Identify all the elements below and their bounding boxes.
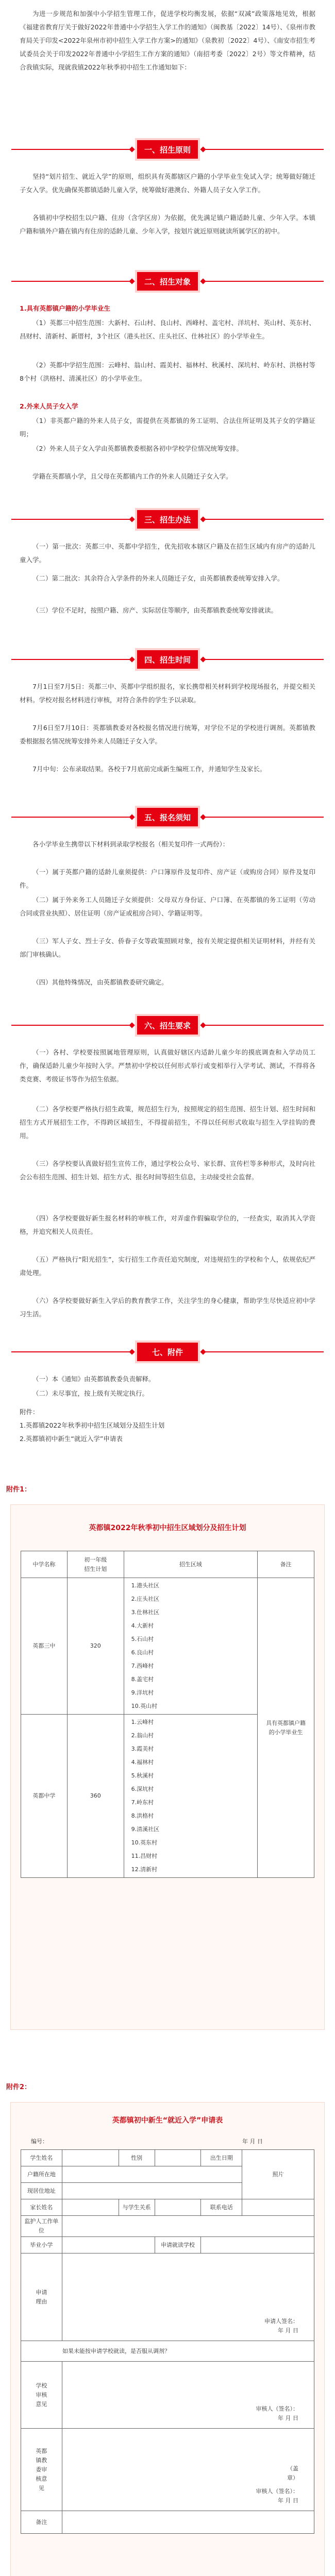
section-title: 三、招生办法 — [144, 515, 191, 524]
zone-item: 5.石山村 — [131, 1636, 154, 1642]
enrollment-plan-table — [21, 1551, 314, 1878]
field-name[interactable] — [62, 2150, 119, 2166]
diamond-ornament-icon — [200, 1022, 206, 1028]
zone-list — [124, 1715, 258, 1878]
target-heading-1: 1.具有英都镇户籍的小学毕业生 — [20, 304, 110, 312]
seal-label: （盖 章） — [287, 2465, 298, 2481]
label-school-review: 学校 审核 意见 — [21, 2362, 62, 2429]
zone-item: 6.深坑村 — [131, 1786, 154, 1792]
field-school-review[interactable] — [62, 2362, 314, 2429]
field-parent[interactable] — [62, 2199, 119, 2216]
committee-sign: 审核人（签名）： — [256, 2488, 298, 2495]
diamond-ornament-icon — [129, 146, 135, 152]
zone-item: 6.良山村 — [131, 1649, 154, 1656]
attachment-link-2[interactable]: 2.英都镇初中新生“就近入学”申请表 — [20, 1435, 123, 1443]
label-primary: 毕业小学 — [21, 2237, 62, 2253]
label-committee-review: 英都 镇教 委审 核意 见 — [21, 2429, 62, 2511]
time-paragraph-3: 7月中旬：公布录取结果。各校于7月底前完成新生编班工作，并通知学生及家长。 — [32, 765, 266, 773]
diamond-ornament-icon — [200, 814, 206, 820]
attachment-1-label: 附件1： — [6, 1486, 31, 1494]
label-remark: 备注 — [21, 2511, 62, 2534]
header-note: 备注 — [258, 1551, 314, 1578]
zone-item: 4.大新村 — [131, 1622, 154, 1629]
field-photo[interactable]: 照片 — [242, 2150, 314, 2199]
diamond-ornament-icon — [200, 516, 206, 522]
zone-item: 9.清溪社区 — [131, 1826, 160, 1833]
diamond-ornament-icon — [129, 1022, 135, 1028]
label-domicile: 户籍所在地 — [21, 2166, 62, 2183]
field-reason[interactable] — [62, 2253, 314, 2341]
zone-item: 12.清新村 — [131, 1866, 158, 1873]
target-paragraph-1: （1）英都三中招生范围：大新村、石山村、良山村、西峰村、盖宅村、洋坑村、英山村、英东村、昌财村、清新村、新厝村，3个社区（港头社区、庄头社区、仕林社区）的小学毕业生。 — [20, 319, 315, 340]
field-domicile[interactable] — [62, 2166, 242, 2183]
diamond-ornament-icon — [129, 656, 135, 662]
requirements-paragraph-5: （五）严格执行“阳光招生”，实行招生工作责任追究制度，对违规招生的学校和个人，依规依纪严肃处理。 — [20, 1256, 315, 1277]
school-sign: 审核人（签名）： — [256, 2405, 298, 2412]
committee-date: 年 月 日 — [278, 2497, 298, 2504]
zone-item: 1.云峰村 — [131, 1719, 154, 1725]
attachment-1-title: 英都镇2022年秋季初中招生区域划分及招生计划 — [89, 1524, 246, 1532]
header-plan: 初一年级 招生计划 — [67, 1551, 124, 1578]
label-residence: 现居住地址 — [21, 2183, 62, 2199]
attachment-2-label: 附件2： — [6, 2083, 31, 2091]
field-guardian-work[interactable] — [62, 2216, 314, 2237]
section-banner-target — [137, 272, 198, 291]
zone-item: 9.洋坑村 — [131, 1689, 154, 1696]
section-banner-notice — [137, 808, 198, 826]
field-committee-review[interactable] — [62, 2429, 314, 2511]
label-reason: 申请 理由 — [21, 2253, 62, 2341]
section-title: 五、报名须知 — [144, 812, 191, 822]
attachments-paragraph-2: （二）未尽事宜，按上级有关规定执行。 — [32, 1389, 149, 1397]
school-name: 英都中学 — [21, 1715, 68, 1878]
zone-item: 10.英东村 — [131, 1839, 158, 1846]
notice-paragraph-3: （三）军人子女、烈士子女、侨眷子女等政策照顾对象，按有关规定提供相关证明材料，并经有关部门审核确认。 — [20, 937, 315, 958]
zone-item: 7.岭东村 — [131, 1799, 154, 1806]
requirements-paragraph-4: （四）各学校要做好新生报名材料的审核工作，对弄虚作假骗取学位的，一经查实，取消其入学资格，并追究相关人员责任。 — [20, 1214, 315, 1235]
zone-item: 10.英山村 — [131, 1703, 158, 1709]
zone-item: 11.昌财村 — [131, 1853, 158, 1859]
attachment-2-title: 英都镇初中新生“就近入学”申请表 — [112, 2116, 223, 2125]
target-paragraph-2: （2）英都中学招生范围：云峰村、翁山村、霞美村、福林村、秋溪村、深坑村、岭东村、洪格村等8个村（洪格村、清溪社区）的小学毕业生。 — [20, 361, 315, 382]
diamond-ornament-icon — [129, 814, 135, 820]
notice-paragraph-4: （四）其他特殊情况，由英都镇教委研究确定。 — [32, 978, 168, 986]
label-phone: 联系电话 — [201, 2199, 242, 2216]
requirements-paragraph-1: （一）各村、学校要按照属地管理原则，认真做好辖区内适龄儿童少年的摸底调查和入学动员工作，确保适龄儿童少年按时入学。严禁初中学校以任何形式举行或变相举行入学考试、测试，不得将各类竞赛、考级证书等作为招生依据。 — [20, 1048, 315, 1083]
intro-paragraph: 为进一步规范和加强中小学招生管理工作，促进学校均衡发展，依据“双减”政策落地见效，根据《福建省教育厅关于做好2022年普通中小学招生入学工作的通知》（闽教基〔2022〕14号）、《泉州市教育局关于印发<2022年泉州市初中招生入学工作方案>的通知》（泉教初〔2022〕4号）、《南安市招生考试委员会关于印发2022年普通中小学招生工作方案的通知》（南招考委〔2022〕2号）等文件精神，结合我镇实际，现就我镇2022年秋季初中招生工作通知如下： — [20, 10, 315, 71]
section-title: 四、招生时间 — [144, 655, 191, 665]
section-title: 一、招生原则 — [144, 145, 191, 155]
diamond-ornament-icon — [200, 656, 206, 662]
target-paragraph-3: （1）非英都户籍的外来人员子女，需提供在英都镇的务工证明、合法住所证明及其子女的学籍证明； — [20, 417, 315, 438]
method-paragraph-2: （二）第二批次：其余符合入学条件的外来人员随迁子女，由英都镇教委统筹安排入学。 — [32, 574, 284, 582]
table-row — [21, 1578, 314, 1715]
time-paragraph-2: 7月6日至7月10日：英都镇教委对各校报名情况进行统筹，对学位不足的学校进行调剂。英都镇教委根据报名情况统筹安排外来人员随迁子女入学。 — [20, 724, 315, 745]
notice-paragraph-2: （二）属于外来务工人员随迁子女须提供：父母双方身份证、户口簿、在英都镇的务工证明（劳动合同或营业执照）、居住证明（房产证或租房合同）、学籍证明等。 — [20, 896, 315, 917]
application-form-table — [21, 2149, 314, 2534]
zone-item: 1.港头社区 — [131, 1582, 160, 1589]
zone-list — [124, 1578, 258, 1715]
zone-item: 3.仕林社区 — [131, 1609, 160, 1616]
zone-item: 8.盖宅村 — [131, 1676, 154, 1683]
section-banner-requirements — [137, 1016, 198, 1035]
label-name: 学生姓名 — [21, 2150, 62, 2166]
label-parent: 家长姓名 — [21, 2199, 62, 2216]
field-phone[interactable] — [242, 2199, 314, 2216]
zone-item: 3.霞美村 — [131, 1745, 154, 1752]
header-school: 中学名称 — [21, 1551, 68, 1578]
attachments-heading: 附件： — [20, 1408, 39, 1416]
school-plan: 320 — [67, 1578, 124, 1715]
field-relation[interactable] — [155, 2199, 201, 2216]
section-banner-time — [137, 650, 198, 669]
transfer-question: 如果未能按申请学校就读，是否服从调剂？ — [21, 2341, 314, 2362]
diamond-ornament-icon — [200, 1349, 206, 1354]
field-primary[interactable] — [62, 2237, 155, 2253]
zone-item: 4.福林村 — [131, 1759, 154, 1766]
target-paragraph-5: 学籍在英都镇小学，且父母在英都镇内工作的外来人员随迁子女入学。 — [32, 472, 232, 480]
attachments-paragraph-1: （一）本《通知》由英都镇教委负责解释。 — [32, 1375, 155, 1383]
school-date: 年 月 日 — [278, 2415, 298, 2421]
form-date-label: 年 月 日 — [242, 2138, 263, 2145]
principle-paragraph-1: 坚持“划片招生、就近入学”的原则，组织具有英都辖区户籍的小学毕业生免试入学；统筹做好随迁子女入学。优先确保英都镇适龄儿童入学，统筹做好港澳台、外籍人员子女入学工作。 — [20, 173, 315, 194]
field-school[interactable] — [201, 2237, 314, 2253]
diamond-ornament-icon — [129, 1349, 135, 1354]
label-guardian-work: 监护人工作单位 — [21, 2216, 62, 2237]
applicant-sign: 申请人签名： — [264, 2318, 298, 2325]
zone-item: 2.庄头社区 — [131, 1596, 160, 1602]
table-note: 具有英都镇户籍的小学毕业生 — [258, 1578, 314, 1878]
section-banner-attachments — [137, 1343, 198, 1361]
requirements-paragraph-2: （二）各学校要严格执行招生政策，规范招生行为，按照规定的招生范围、招生计划、招生时间和招生方式开展招生工作，不得跨区域招生，不得提前招生，不得以任何形式收取与招生入学挂钩的费用。 — [20, 1105, 315, 1140]
label-school: 申请就读学校 — [155, 2237, 201, 2253]
requirements-paragraph-6: （六）各学校要做好新生入学后的教育教学工作，关注学生的身心健康，帮助学生尽快适应初中学习生活。 — [20, 1297, 315, 1318]
form-number-label: 编号： — [31, 2138, 48, 2145]
attachment-link-1[interactable]: 1.英都镇2022年秋季初中招生区域划分及招生计划 — [20, 1421, 165, 1429]
zone-item: 5.秋溪村 — [131, 1772, 154, 1779]
label-birth: 出生日期 — [201, 2150, 242, 2166]
section-title: 七、附件 — [152, 1347, 183, 1357]
zone-item: 8.洪格村 — [131, 1812, 154, 1819]
table-header-row — [21, 1551, 314, 1578]
principle-paragraph-2: 各镇初中学校招生以户籍、住房（含学区房）为依据，优先满足镇户籍适龄儿童、少年入学。本镇户籍和镇外户籍在镇内有住房的适龄儿童、少年入学，按划片就近原则就读所属学区的初中。 — [20, 214, 315, 235]
label-gender: 性别 — [119, 2150, 155, 2166]
field-remark[interactable] — [62, 2511, 314, 2534]
method-paragraph-1: （一）第一批次：英都三中、英都中学招生，优先招收本辖区户籍及在招生区域内有房产的适龄儿童入学。 — [20, 543, 315, 564]
field-gender[interactable] — [155, 2150, 201, 2166]
requirements-paragraph-3: （三）各学校要认真做好招生宣传工作，通过学校公众号、家长群、宣传栏等多种形式，及时向社会公布招生范围、招生计划、招生方式、报名时间等招生信息，主动接受社会监督。 — [20, 1160, 315, 1181]
diamond-ornament-icon — [200, 278, 206, 284]
target-heading-2: 2.外来人员子女入学 — [20, 402, 78, 410]
diamond-ornament-icon — [129, 516, 135, 522]
method-paragraph-3: （三）学位不足时，按照户籍、房产、实际居住等顺序，由英都镇教委统筹安排就读。 — [32, 606, 278, 614]
section-banner-method — [137, 510, 198, 529]
zone-item: 2.翁山村 — [131, 1732, 154, 1739]
section-title: 二、招生对象 — [144, 277, 191, 286]
zone-item: 7.西峰村 — [131, 1663, 154, 1669]
school-plan: 360 — [67, 1715, 124, 1878]
label-relation: 与学生关系 — [119, 2199, 155, 2216]
section-title: 六、招生要求 — [144, 1021, 191, 1030]
school-name: 英都三中 — [21, 1578, 68, 1715]
header-zone: 招生区域 — [124, 1551, 258, 1578]
field-residence[interactable] — [62, 2183, 242, 2199]
target-paragraph-4: （2）外来人员子女入学由英都镇教委根据各初中学校学位情况统筹安排。 — [32, 445, 243, 452]
diamond-ornament-icon — [200, 146, 206, 152]
applicant-date: 年 月 日 — [278, 2327, 298, 2334]
notice-paragraph-0: 各小学毕业生携带以下材料到录取学校报名（相关复印件一式两份）： — [32, 840, 229, 848]
section-banner-principle — [137, 140, 198, 159]
notice-paragraph-1: （一）属于英都户籍的适龄儿童须提供：户口簿原件及复印件、房产证（或购房合同）原件及复印件。 — [20, 868, 315, 889]
diamond-ornament-icon — [129, 278, 135, 284]
time-paragraph-1: 7月1日至7月5日：英都三中、英都中学组织报名，家长携带相关材料到学校现场报名，并提交相关材料。学校对报名材料进行审核，对符合条件的学生予以录取。 — [20, 683, 315, 704]
